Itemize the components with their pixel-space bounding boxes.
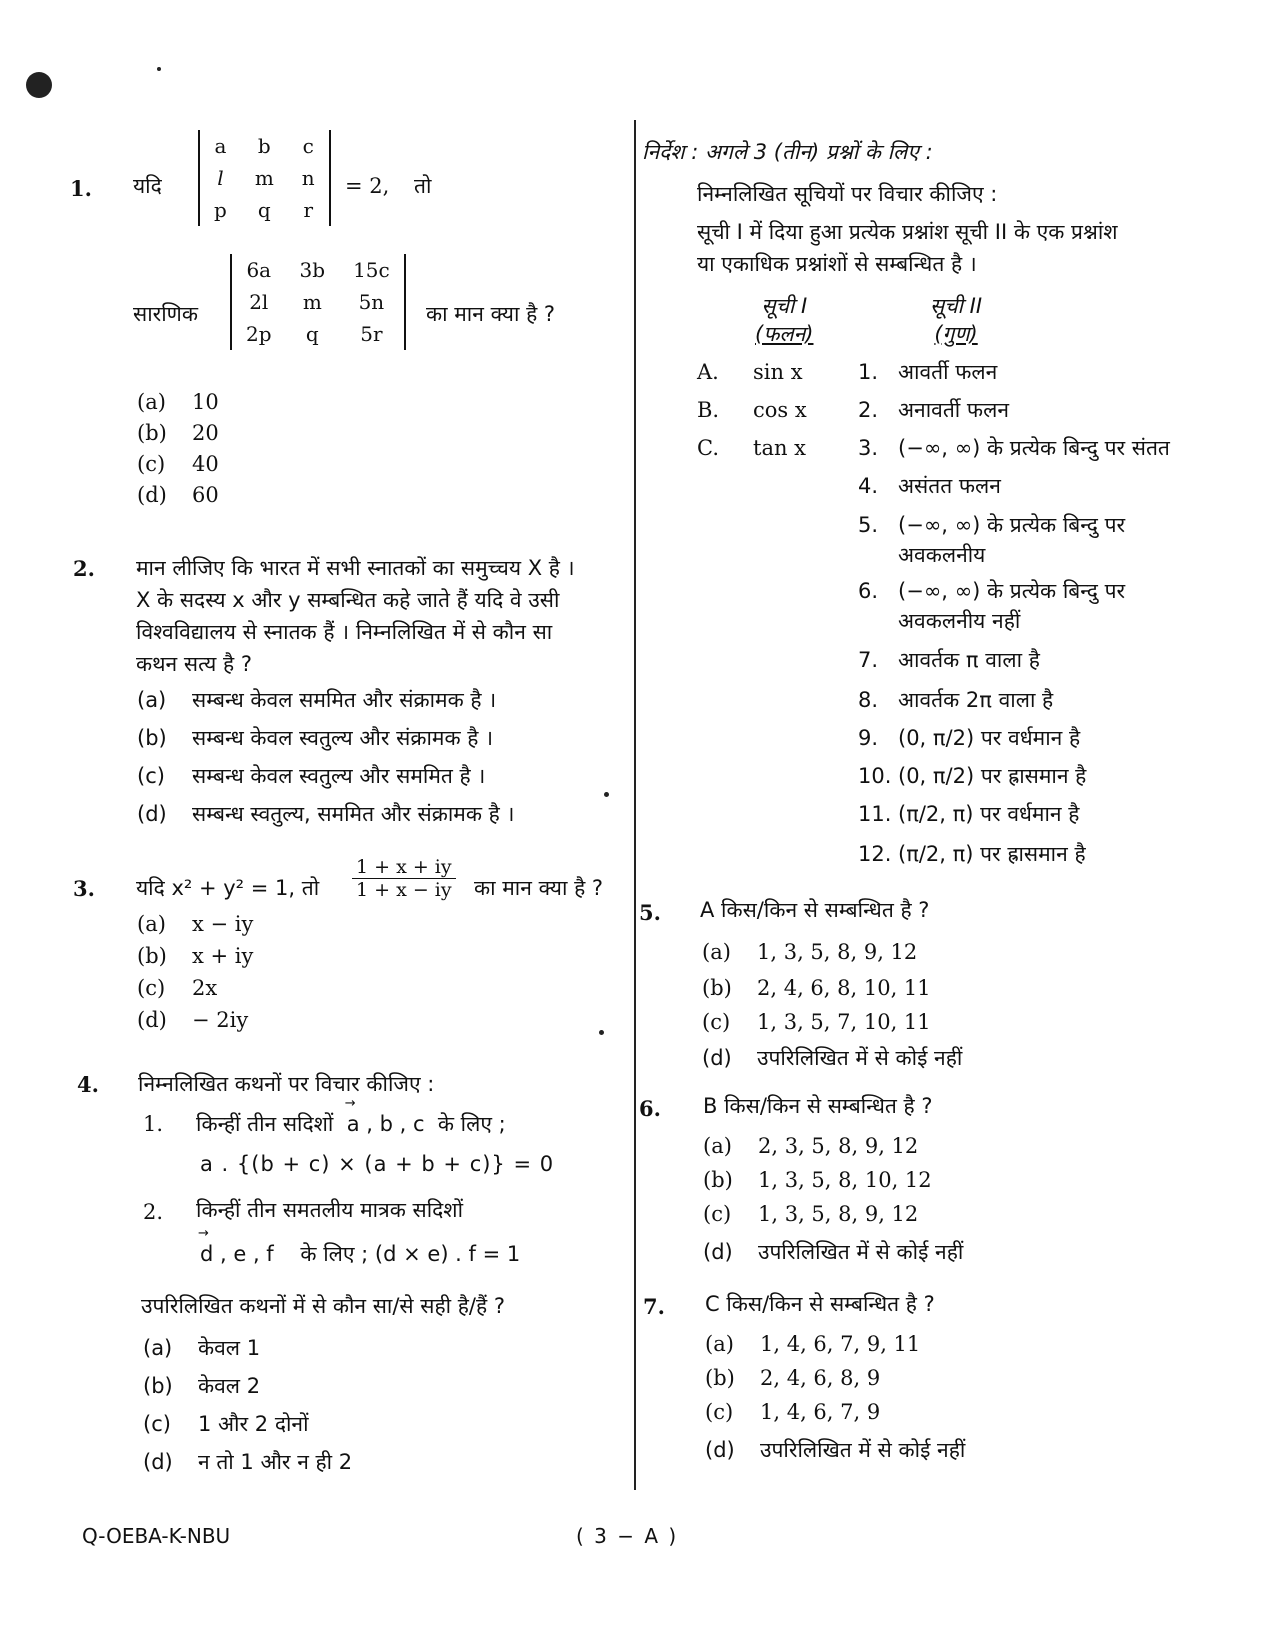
option: (a) x − iy bbox=[137, 912, 254, 936]
statement-number: 2. bbox=[143, 1200, 164, 1224]
option: (a) केवल 1 bbox=[143, 1336, 261, 1360]
scan-speck bbox=[157, 67, 161, 71]
question-number: 2. bbox=[73, 556, 95, 581]
q4-ask: उपरिलिखित कथनों में से कौन सा/से सही है/हैं ? bbox=[141, 1294, 505, 1318]
statement-number: 1. bbox=[143, 1112, 164, 1136]
page-number: ( 3 − A ) bbox=[576, 1524, 679, 1548]
option: (b) 1, 3, 5, 8, 10, 12 bbox=[703, 1168, 932, 1192]
column-divider bbox=[634, 120, 636, 1490]
det-cell: 5n bbox=[358, 290, 385, 314]
question-number: 3. bbox=[73, 876, 95, 901]
question-number: 5. bbox=[639, 900, 661, 925]
det-cell: 3b bbox=[299, 258, 326, 282]
option: (a) 2, 3, 5, 8, 9, 12 bbox=[703, 1134, 919, 1158]
det-cell: a bbox=[214, 134, 227, 158]
option: (c) 1, 4, 6, 7, 9 bbox=[705, 1400, 881, 1424]
list2-item: 11. (π/2, π) पर वर्धमान है bbox=[858, 802, 1080, 826]
det-cell: n bbox=[301, 166, 315, 190]
option: (d) उपरिलिखित में से कोई नहीं bbox=[702, 1046, 963, 1070]
scan-speck bbox=[599, 1030, 604, 1035]
list1-item: A. sin x bbox=[697, 360, 803, 384]
statement-2-vectors: → d , e , f के लिए ; (d × e) . f = 1 bbox=[200, 1240, 520, 1268]
question-number: 4. bbox=[77, 1072, 99, 1097]
option: (c) सम्बन्ध केवल स्वतुल्य और सममित है । bbox=[137, 764, 486, 788]
denominator: 1 + x − iy bbox=[356, 879, 452, 901]
option: (d) − 2iy bbox=[137, 1008, 249, 1032]
list2-item: 12. (π/2, π) पर ह्रासमान है bbox=[858, 842, 1086, 866]
question-number: 1. bbox=[70, 176, 92, 201]
option: (d) न तो 1 और न ही 2 bbox=[143, 1450, 353, 1474]
q1-saranik: सारणिक bbox=[133, 302, 198, 326]
q6-text: B किस/किन से सम्बन्धित है ? bbox=[703, 1094, 933, 1118]
det-cell: 5r bbox=[360, 322, 383, 346]
scan-speck bbox=[604, 792, 609, 797]
q7-text: C किस/किन से सम्बन्धित है ? bbox=[705, 1292, 935, 1316]
directions-line: या एकाधिक प्रश्नांशों से सम्बन्धित है । bbox=[697, 252, 977, 276]
det-cell: r bbox=[303, 198, 313, 222]
det-cell: 15c bbox=[353, 258, 390, 282]
statement-1: किन्हीं तीन सदिशों → a , b , c के लिए ; bbox=[196, 1110, 506, 1138]
list2-item: 7. आवर्तक π वाला है bbox=[858, 648, 1040, 672]
det-cell: c bbox=[302, 134, 314, 158]
list2-header: सूची II (गुण) bbox=[930, 294, 983, 346]
option: (d) उपरिलिखित में से कोई नहीं bbox=[705, 1438, 966, 1462]
list2-item: 9. (0, π/2) पर वर्धमान है bbox=[858, 726, 1081, 750]
directions-line: सूची I में दिया हुआ प्रत्येक प्रश्नांश सूची II के एक प्रश्नांश bbox=[697, 220, 1118, 244]
list1-header: सूची I (फलन) bbox=[755, 294, 814, 346]
q2-text: मान लीजिए कि भारत में सभी स्नातकों का समुच्चय X है । X के सदस्य x और y सम्बन्धित कहे जाते हैं यदि वे उसी विश्वविद्यालय से स्नातक हैं । निम्नलिखित में से कौन सा कथन सत्य है ? bbox=[136, 556, 575, 676]
option: (a) सम्बन्ध केवल सममित और संक्रामक है । bbox=[137, 688, 497, 712]
scan-speck bbox=[26, 72, 52, 98]
option: (c) 1, 3, 5, 8, 9, 12 bbox=[703, 1202, 919, 1226]
list2-item: 3. (−∞, ∞) के प्रत्येक बिन्दु पर संतत bbox=[858, 436, 1170, 460]
det-cell: p bbox=[214, 198, 227, 222]
option: (c) 1, 3, 5, 7, 10, 11 bbox=[702, 1010, 931, 1034]
q1-question: का मान क्या है ? bbox=[426, 302, 556, 326]
statement-1-expression: a . {(b + c) × (a + b + c)} = 0 bbox=[200, 1152, 555, 1176]
numerator: 1 + x + iy bbox=[352, 856, 456, 879]
det-cell: 2l bbox=[249, 290, 269, 314]
list2-item: 6. (−∞, ∞) के प्रत्येक बिन्दु पर अवकलनीय नहीं bbox=[858, 579, 1126, 633]
question-number: 7. bbox=[643, 1294, 665, 1319]
list2-item: 10. (0, π/2) पर ह्रासमान है bbox=[858, 764, 1087, 788]
q3-pre: यदि x² + y² = 1, तो bbox=[136, 876, 320, 900]
option: (a) 1, 4, 6, 7, 9, 11 bbox=[705, 1332, 921, 1356]
q1-equals: = 2, bbox=[345, 174, 390, 198]
option: (d) उपरिलिखित में से कोई नहीं bbox=[703, 1240, 964, 1264]
list1-item: C. tan x bbox=[697, 436, 807, 460]
option: (b) 20 bbox=[137, 421, 219, 445]
q4-intro: निम्नलिखित कथनों पर विचार कीजिए : bbox=[138, 1072, 435, 1096]
option: (a) 1, 3, 5, 8, 9, 12 bbox=[702, 940, 918, 964]
option: (b) सम्बन्ध केवल स्वतुल्य और संक्रामक है । bbox=[137, 726, 494, 750]
q1-to: तो bbox=[414, 174, 432, 198]
det-cell: b bbox=[257, 134, 271, 158]
det-cell: 2p bbox=[246, 322, 272, 346]
option: (d) सम्बन्ध स्वतुल्य, सममित और संक्रामक है । bbox=[137, 802, 515, 826]
option: (a) 10 bbox=[137, 390, 219, 414]
option: (d) 60 bbox=[137, 483, 219, 507]
footer-code: Q-OEBA-K-NBU bbox=[82, 1524, 231, 1548]
q3-post: का मान क्या है ? bbox=[474, 876, 604, 900]
option: (b) 2, 4, 6, 8, 10, 11 bbox=[702, 976, 931, 1000]
q5-text: A किस/किन से सम्बन्धित है ? bbox=[700, 898, 930, 922]
det-cell: 6a bbox=[246, 258, 272, 282]
det-cell: q bbox=[305, 322, 319, 346]
list2-item: 1. आवर्ती फलन bbox=[858, 360, 998, 384]
list2-item: 5. (−∞, ∞) के प्रत्येक बिन्दु पर अवकलनीय bbox=[858, 513, 1126, 567]
det-cell: m bbox=[302, 290, 322, 314]
list1-item: B. cos x bbox=[697, 398, 807, 422]
option: (c) 2x bbox=[137, 976, 218, 1000]
determinant-1 bbox=[198, 130, 331, 226]
det-cell: m bbox=[254, 166, 274, 190]
option: (c) 40 bbox=[137, 452, 219, 476]
list2-item: 2. अनावर्ती फलन bbox=[858, 398, 1009, 422]
det-cell: l bbox=[217, 166, 224, 190]
list2-item: 4. असंतत फलन bbox=[858, 474, 1001, 498]
q1-yadi: यदि bbox=[133, 174, 162, 198]
vector-list: → a , b , c bbox=[347, 1112, 425, 1136]
option: (b) 2, 4, 6, 8, 9 bbox=[705, 1366, 881, 1390]
option: (c) 1 और 2 दोनों bbox=[143, 1412, 309, 1436]
q3-fraction bbox=[352, 856, 456, 901]
option: (b) केवल 2 bbox=[143, 1374, 261, 1398]
directions-title: निर्देश : अगले 3 (तीन) प्रश्नों के लिए : bbox=[642, 140, 933, 164]
list2-item: 8. आवर्तक 2π वाला है bbox=[858, 688, 1054, 712]
question-number: 6. bbox=[639, 1096, 661, 1121]
det-cell: q bbox=[257, 198, 271, 222]
statement-2: किन्हीं तीन समतलीय मात्रक सदिशों bbox=[196, 1198, 464, 1222]
directions-line: निम्नलिखित सूचियों पर विचार कीजिए : bbox=[697, 182, 998, 206]
determinant-2 bbox=[230, 254, 406, 350]
option: (b) x + iy bbox=[137, 944, 254, 968]
